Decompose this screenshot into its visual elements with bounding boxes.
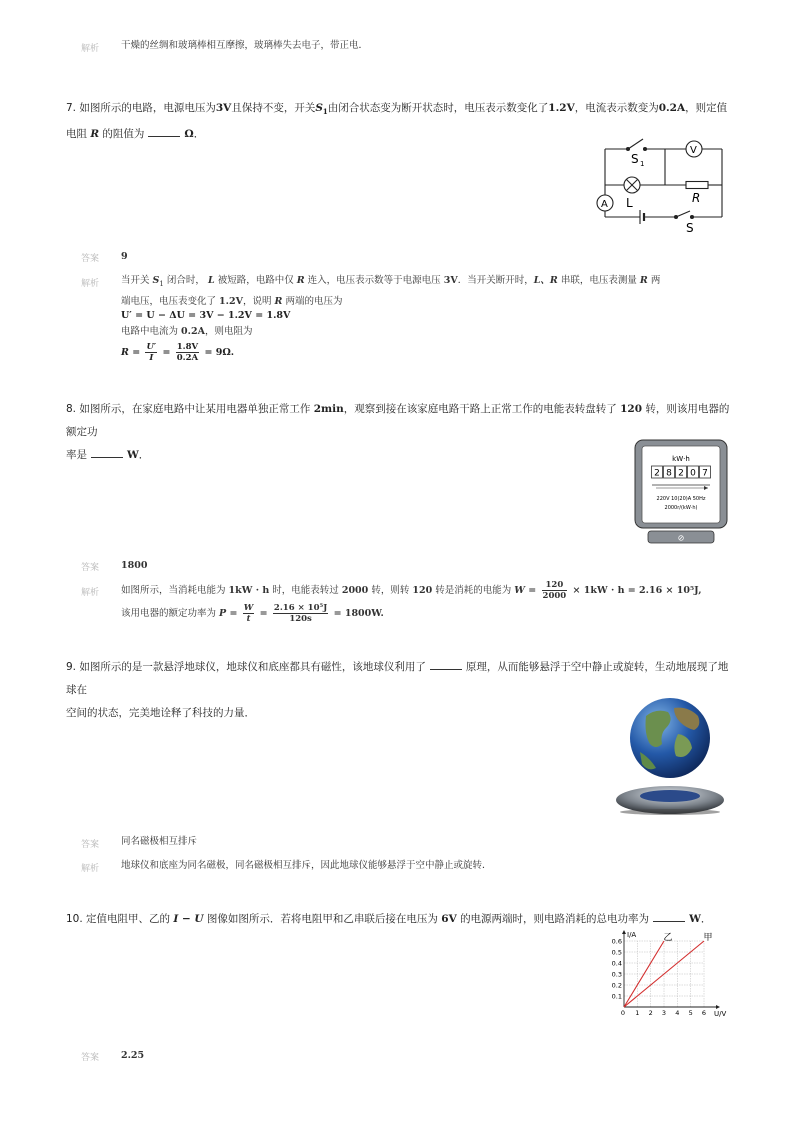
meter-spec-2: 2000r/(kW·h) bbox=[664, 505, 698, 511]
series-label: 乙 bbox=[663, 933, 673, 943]
formula-voltage: U′ = U − ΔU = 3V − 1.2V = 1.8V bbox=[121, 310, 291, 321]
y-tick-label: 0.4 bbox=[611, 959, 622, 968]
solution-tag: 解析 bbox=[81, 44, 100, 54]
solution-text: 地球仪和底座为同名磁极，同名磁极相互排斥，因此地球仪能够悬浮于空中静止或旋转． bbox=[121, 860, 492, 871]
answer-blank[interactable] bbox=[148, 125, 180, 137]
ammeter-label: A bbox=[601, 199, 608, 210]
meter-digit: 7 bbox=[702, 468, 708, 479]
meter-digit: 2 bbox=[678, 468, 684, 479]
answer-value: 2.25 bbox=[121, 1050, 145, 1061]
x-axis-label: U/V bbox=[714, 1010, 727, 1018]
x-tick-label: 5 bbox=[688, 1009, 693, 1017]
voltmeter-label: V bbox=[690, 145, 697, 156]
question-9: 9. 如图所示的是一款悬浮地球仪，地球仪和底座都具有磁性，该地球仪利用了 原理，从而能够悬浮于空中静止或旋转，生动地展现了地球在 空间的状态，完美地诠释了科技的力量． bbox=[66, 656, 736, 725]
x-tick-label: 3 bbox=[661, 1009, 667, 1017]
series-label: 甲 bbox=[703, 933, 713, 943]
electricity-meter bbox=[634, 439, 728, 545]
switch-s1-label: S bbox=[631, 152, 639, 166]
answer-value: 同名磁极相互排斥 bbox=[121, 836, 198, 847]
iu-chart bbox=[600, 928, 730, 1032]
answer-tag: 答案 bbox=[81, 563, 100, 573]
answer-blank[interactable] bbox=[91, 446, 123, 458]
x-tick-label: 4 bbox=[675, 1009, 680, 1017]
solution-text: 该用电器的额定功率为 P = $\frac{W}{t}$ = $\frac{\text{2.16 × 10⁵J}}{120s}$ = 1800W. bbox=[121, 603, 384, 624]
x-tick-label: 6 bbox=[701, 1009, 707, 1017]
question-number: 9. bbox=[66, 661, 77, 673]
answer-value: 9 bbox=[121, 251, 128, 262]
meter-spec-1: 220V 10(20)A 50Hz bbox=[656, 496, 706, 502]
question-8: 8. 如图所示，在家庭电路中让某用电器单独正常工作 2min，观察到接在该家庭电路干路上正常工作的电能表转盘转了 120 转，则该用电器的额定功 率是 W． bbox=[66, 403, 730, 461]
y-axis-label: I/A bbox=[627, 931, 637, 939]
y-tick-label: 0.3 bbox=[611, 970, 622, 979]
switch-s-label: S bbox=[686, 221, 694, 234]
meter-digit: 2 bbox=[654, 468, 660, 479]
meter-digit: 8 bbox=[666, 468, 672, 479]
y-tick-label: 0.6 bbox=[611, 937, 622, 946]
solution-text: 如图所示，当消耗电能为 1kW · h 时，电能表转过 2000 转，则转 120 转是消耗的电能为 W = $\frac{120}{2000}$ × 1kW · h = 2.16 × 10⁵J, bbox=[121, 580, 702, 601]
circuit-diagram bbox=[590, 136, 730, 234]
solution-text: 电路中电流为 0.2A，则电阻为 bbox=[121, 326, 253, 337]
answer-tag: 答案 bbox=[81, 254, 100, 264]
lamp-label: L bbox=[626, 196, 633, 210]
x-tick-label: 0 bbox=[620, 1009, 626, 1017]
question-7: 7. 如图所示的电路，电源电压为3V且保持不变，开关$S_1$由闭合状态变为断开状态时，电压表示数变化了1.2V，电流表示数变为0.2A，则定值 电阻 R 的阻值为 Ω． bbox=[66, 102, 728, 141]
formula-resistance: R = $\frac{U'}{I}$ = $\frac{1.8V}{0.2A}$ = 9Ω. bbox=[121, 342, 235, 363]
meter-knob-icon: ⊘ bbox=[677, 533, 685, 543]
question-10: 10. 定值电阻甲、乙的 I − U 图像如图所示．若将电阻甲和乙串联后接在电压为 6V 的电源两端时，则电路消耗的总电功率为 W． bbox=[66, 908, 736, 931]
svg-text:1: 1 bbox=[640, 160, 645, 168]
meter-digit: 0 bbox=[690, 468, 696, 479]
question-number: 7. bbox=[66, 102, 77, 114]
x-axis-arrow bbox=[716, 1005, 720, 1009]
y-tick-label: 0.2 bbox=[611, 981, 622, 990]
question-number: 10. bbox=[66, 913, 83, 925]
y-tick-label: 0.1 bbox=[611, 992, 622, 1001]
x-tick-label: 1 bbox=[635, 1009, 640, 1017]
x-tick-label: 2 bbox=[648, 1009, 653, 1017]
solution-tag: 解析 bbox=[81, 864, 100, 874]
solution-text: 当开关 $S_1$ 闭合时， L 被短路，电路中仅 R 连入，电压表示数等于电源电压 3V．当开关断开时，L、R 串联，电压表测量 R 两 端电压，电压表变化了 1.2V，说明 R 两端的电压为 bbox=[121, 275, 661, 307]
y-tick-label: 0.5 bbox=[611, 948, 622, 957]
answer-tag: 答案 bbox=[81, 1053, 100, 1063]
levitating-globe-image bbox=[616, 694, 728, 818]
solution-tag: 解析 bbox=[81, 279, 100, 289]
question-number: 8. bbox=[66, 403, 77, 415]
answer-blank[interactable] bbox=[430, 658, 462, 670]
y-axis-arrow bbox=[622, 930, 626, 934]
solution-text: 干燥的丝绸和玻璃棒相互摩擦，玻璃棒失去电子，带正电． bbox=[121, 40, 369, 51]
answer-value: 1800 bbox=[121, 560, 148, 571]
solution-tag: 解析 bbox=[81, 588, 100, 598]
resistor-label: R bbox=[692, 191, 701, 205]
answer-tag: 答案 bbox=[81, 840, 100, 850]
meter-unit: kW·h bbox=[672, 455, 690, 463]
answer-blank[interactable] bbox=[653, 910, 685, 922]
